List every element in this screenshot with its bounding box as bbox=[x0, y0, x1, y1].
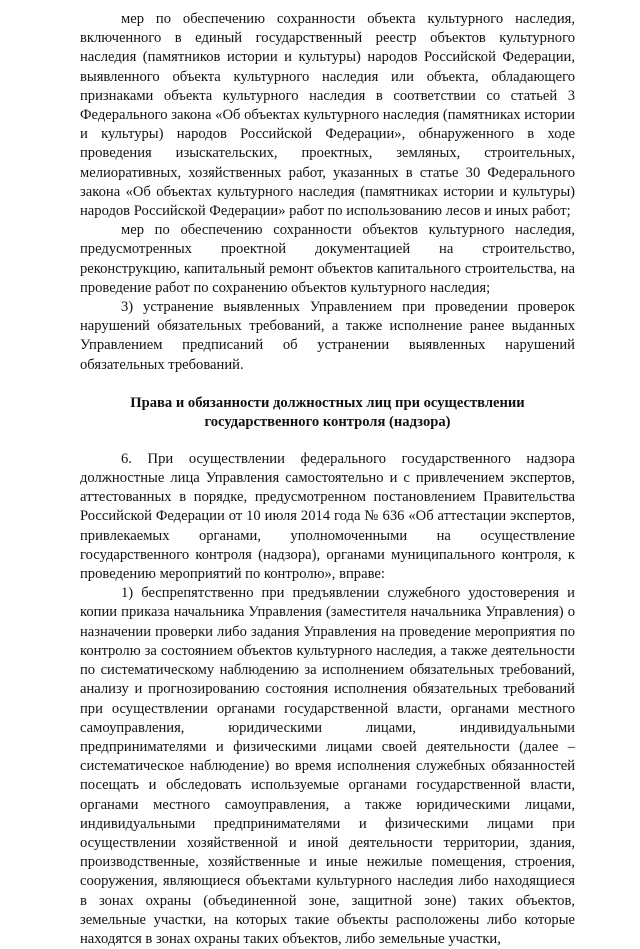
paragraph-clause-6: 6. При осуществлении федерального государственного надзора должностные лица Управления самостоятельно и с привлечением экспертов, аттестованных в порядке, предусмотренном постановлением Правительства Российской Федерации от 10 июля 2014 года № 636 «Об аттестации экспертов, привлекаемых органами, уполномоченными на осуществление государственного контроля (надзора), органами муниципального контроля, к проведению мероприятий по контролю», вправе: bbox=[80, 450, 575, 583]
section-heading-line-2: государственного контроля (надзора) bbox=[204, 414, 451, 431]
section-heading-line-1: Права и обязанности должностных лиц при осуществлении bbox=[130, 394, 525, 411]
paragraph-measures-heritage-registry: мер по обеспечению сохранности объекта культурного наследия, включенного в единый государственный реестр объектов культурного наследия (памятников истории и культуры) народов Российской Федерации, выявленного объекта культурного наследия или объекта, обладающего признаками объекта культурного наследия в соответствии со статьей 3 Федерального закона «Об объектах культурного наследия (памятниках истории и культуры) народов Российской Федерации», обнаруженного в ходе проведения изыскательских, проектных, земляных, строительных, мелиоративных, хозяйственных работ, указанных в статье 30 Федерального закона «Об объектах культурного наследия (памятниках истории и культуры) народов Российской Федерации» работ по использованию лесов и иных работ; bbox=[80, 11, 575, 220]
paragraph-item-3-elimination: 3) устранение выявленных Управлением при проведении проверок нарушений обязательных требований, а также исполнение ранее выданных Управлением предписаний об устранении выявленных нарушений обязательных требований. bbox=[80, 299, 575, 373]
document-page bbox=[80, 10, 575, 949]
paragraph-measures-project-documentation: мер по обеспечению сохранности объектов культурного наследия, предусмотренных проектной документацией на строительство, реконструкцию, капитальный ремонт объектов капитального строительства, на проведение работ по сохранению объектов культурного наследия; bbox=[80, 222, 575, 296]
section-heading bbox=[80, 394, 575, 433]
paragraph-clause-6-item-1: 1) беспрепятственно при предъявлении служебного удостоверения и копии приказа начальника Управления (заместителя начальника Управления) о назначении проверки либо задания Управления на проведение мероприятия по контролю за состоянием объектов культурного наследия, а также деятельности по систематическому наблюдению за исполнением обязательных требований, анализу и прогнозированию состояния исполнения обязательных требований при осуществлении органами государственной власти, органами местного самоуправления, юридическими лицами, индивидуальными предпринимателями и физическими лицами своей деятельности (далее – систематическое наблюдение) во время исполнения служебных обязанностей посещать и обследовать используемые органами государственной власти, органами местного самоуправления, а также юридическими лицами, индивидуальными предпринимателями и физическими лицами при осуществлении хозяйственной и иной деятельности территории, здания, производственные, хозяйственные и иные нежилые помещения, строения, сооружения, являющиеся объектами культурного наследия либо находящиеся в зонах охраны (объединенной зоне, защитной зоне) таких объектов, земельные участки, на которых такие объекты расположены либо которые находятся в зонах охраны таких объектов, либо земельные участки, bbox=[80, 585, 575, 947]
